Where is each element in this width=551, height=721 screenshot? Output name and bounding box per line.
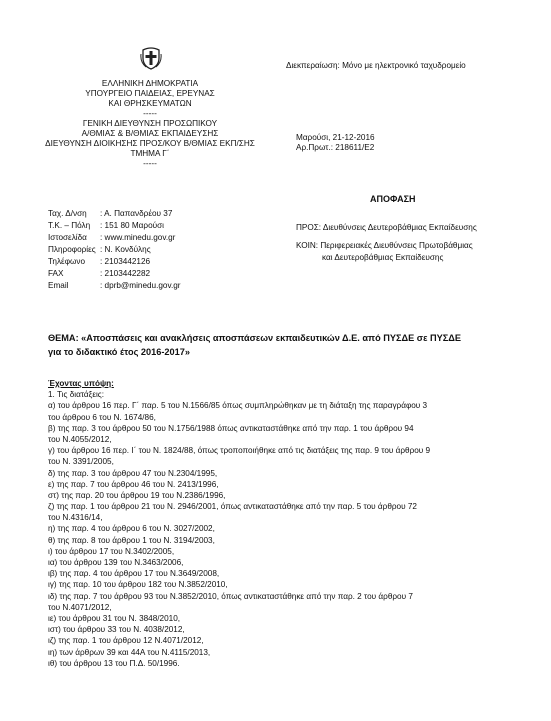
body-line: ζ) της παρ. 1 του άρθρου 21 του Ν. 2946/2001, όπως αντικαταστάθηκε από την παρ. 5 του άρθρου 72: [48, 502, 417, 512]
header-line: ΓΕΝΙΚΗ ΔΙΕΥΘΥΝΣΗ ΠΡΟΣΩΠΙΚΟΥ: [82, 119, 218, 128]
greek-coat-of-arms-icon: [140, 46, 162, 70]
decision-title: ΑΠΟΦΑΣΗ: [370, 194, 416, 204]
considering-heading: Έχοντας υπόψη:: [48, 379, 114, 388]
contact-value: : 2103442126: [100, 257, 151, 266]
recipient-to: ΠΡΟΣ: Διευθύνσεις Δευτεροβάθμιας Εκπαίδευσης: [296, 223, 477, 232]
contact-details: [48, 209, 181, 293]
header-line: ΕΛΛΗΝΙΚΗ ΔΗΜΟΚΡΑΤΙΑ: [101, 79, 199, 88]
header-line: ΔΙΕΥΘΥΝΣΗ ΔΙΟΙΚΗΣΗΣ ΠΡΟΣ/ΚΟΥ Β/ΘΜΙΑΣ ΕΚΠ/ΣΗΣ: [45, 139, 255, 148]
body-line: ιζ) της παρ. 1 του άρθρου 12 Ν.4071/2012,: [48, 636, 204, 646]
header-line: ΥΠΟΥΡΓΕΙΟ ΠΑΙΔΕΙΑΣ, ΕΡΕΥΝΑΣ: [85, 89, 215, 98]
header-line: ΤΜΗΜΑ Γ΄: [130, 149, 170, 158]
contact-value: : 151 80 Μαρούσι: [100, 221, 164, 230]
body-line: του Ν.4071/2012,: [48, 602, 112, 612]
body-line: ιθ) του άρθρου 13 του Π.Δ. 50/1996.: [48, 658, 180, 668]
recipients-block: [296, 223, 477, 265]
body-line: β) της παρ. 3 του άρθρου 50 του Ν.1756/1988 όπως αντικαταστάθηκε από την παρ. 1 του άρθρου 94: [48, 423, 414, 433]
body-line: α) του άρθρου 16 περ. Γ΄ παρ. 5 του Ν.1566/85 όπως συμπληρώθηκαν με τη διάταξη της παραγράφου 3: [48, 401, 428, 411]
body-line: ι) του άρθρου 17 του Ν.3402/2005,: [48, 546, 175, 556]
contact-row: [48, 257, 181, 269]
body-line: ε) της παρ. 7 του άρθρου 46 του Ν. 2413/1996,: [48, 479, 219, 489]
body-line: ιβ) της παρ. 4 του άρθρου 17 του Ν.3649/2008,: [48, 569, 220, 579]
body-line: γ) του άρθρου 16 περ. Ι΄ του Ν. 1824/88, όπως τροποποιήθηκε από τις διατάξεις της παρ. 9 του άρθρου 9: [48, 446, 431, 456]
contact-label: FAX: [48, 269, 64, 278]
body-line: η) της παρ. 4 του άρθρου 6 του Ν. 3027/2002,: [48, 524, 215, 534]
body-line: του Ν.4316/14,: [48, 513, 103, 523]
header-separator: -----: [143, 159, 157, 168]
contact-row: [48, 245, 181, 257]
body-line: ιστ) του άρθρου 33 του Ν. 4038/2012,: [48, 625, 185, 635]
contact-row: [48, 221, 181, 233]
contact-label: Ταχ. Δ/νση: [48, 209, 87, 218]
contact-value: : Ν. Κονδύλης: [100, 245, 151, 254]
contact-row: [48, 269, 181, 281]
contact-value: : Α. Παπανδρέου 37: [100, 209, 173, 218]
body-line: του Ν. 3391/2005,: [48, 457, 114, 467]
body-line: ιγ) της παρ. 10 του άρθρου 182 του Ν.3852/2010,: [48, 580, 228, 590]
body-line: ιη) των άρθρων 39 και 44Α του Ν.4115/2013,: [48, 647, 211, 657]
subject-block: [48, 331, 461, 359]
header-line: Α/ΘΜΙΑΣ & Β/ΘΜΙΑΣ ΕΚΠΑΙΔΕΥΣΗΣ: [81, 129, 219, 138]
contact-label: Πληροφορίες: [48, 245, 96, 254]
date-protocol-block: [296, 133, 375, 153]
contact-value: : www.minedu.gov.gr: [100, 233, 176, 242]
contact-label: Τ.Κ. – Πόλη: [48, 221, 91, 230]
contact-email: : dprb@minedu.gov.gr: [100, 281, 181, 290]
body-line: ια) του άρθρου 139 του Ν.3463/2006,: [48, 558, 184, 567]
body-line: του άρθρου 6 του Ν. 1674/86,: [48, 412, 156, 422]
contact-label: Email: [48, 281, 69, 290]
recipient-cc-continued: και Δευτεροβάθμιας Εκπαίδευσης: [322, 253, 444, 262]
issuing-authority-block: [30, 79, 270, 169]
contact-row: [48, 281, 181, 293]
body-line: 1. Τις διατάξεις:: [48, 390, 105, 400]
document-body: [48, 378, 518, 669]
subject-line: ΘΕΜΑ: «Αποσπάσεις και ανακλήσεις αποσπάσεων εκπαιδευτικών Δ.Ε. από ΠΥΣΔΕ σε ΠΥΣΔΕ: [48, 333, 462, 343]
body-line: δ) της παρ. 3 του άρθρου 47 του Ν.2304/1995,: [48, 468, 218, 478]
contact-row: [48, 233, 181, 245]
protocol-number: Αρ.Πρωτ.: 218611/Ε2: [296, 143, 375, 152]
contact-row: [48, 209, 181, 221]
body-line: ιε) του άρθρου 31 του Ν. 3848/2010,: [48, 613, 181, 623]
subject-line: για το διδακτικό έτος 2016-2017»: [48, 347, 190, 357]
contact-label: Τηλέφωνο: [48, 257, 86, 266]
document-date: Μαρούσι, 21-12-2016: [296, 133, 375, 142]
contact-label: Ιστοσελίδα: [48, 233, 87, 242]
delivery-method: Διεκπεραίωση: Μόνο με ηλεκτρονικό ταχυδρομείο: [286, 61, 466, 70]
body-line: θ) της παρ. 8 του άρθρου 1 του Ν. 3194/2003,: [48, 535, 215, 545]
body-line: του Ν.4055/2012,: [48, 434, 112, 444]
header-line: ΚΑΙ ΘΡΗΣΚΕΥΜΑΤΩΝ: [108, 99, 192, 108]
recipient-cc: ΚΟΙΝ: Περιφερειακές Διευθύνσεις Πρωτοβάθμιας: [296, 241, 473, 250]
body-line: στ) της παρ. 20 του άρθρου 19 του Ν.2386/1996,: [48, 490, 226, 500]
body-line: ιδ) της παρ. 7 του άρθρου 93 του Ν.3852/2010, όπως αντικαταστάθηκε από την παρ. 2 του άρθρου 7: [48, 591, 413, 601]
contact-value: : 2103442282: [100, 269, 151, 278]
header-separator: -----: [143, 109, 157, 118]
